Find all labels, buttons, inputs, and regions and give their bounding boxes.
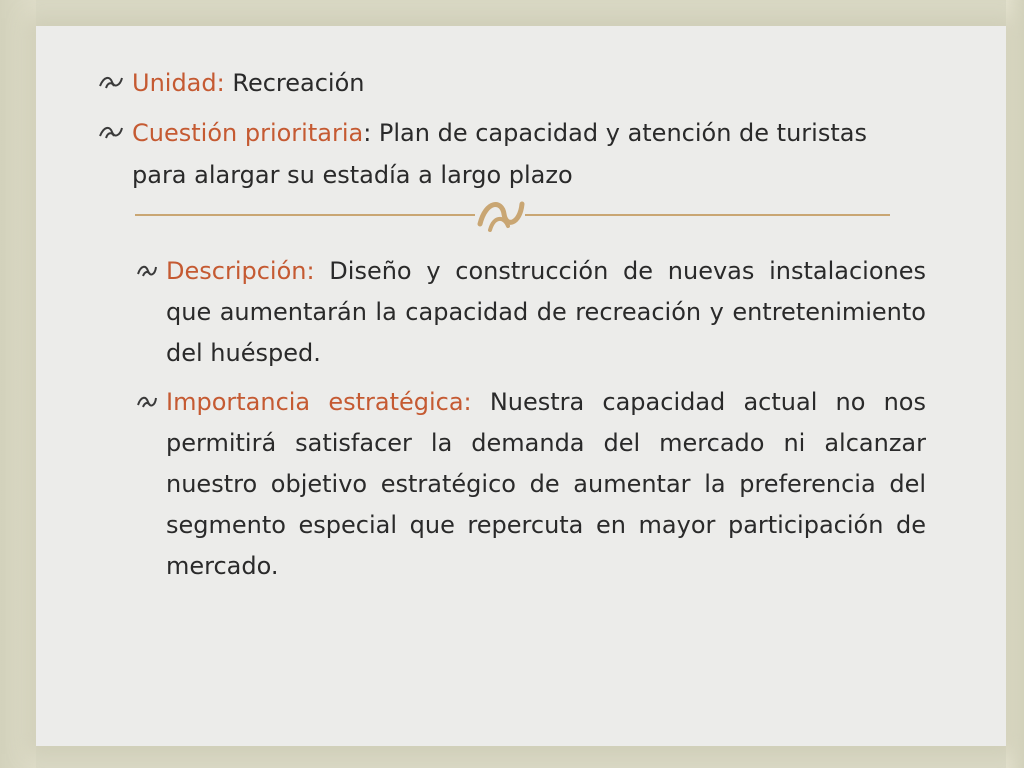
bullet-importancia (136, 382, 936, 587)
scroll-bullet-icon (98, 122, 124, 142)
scroll-bullet-icon (98, 72, 124, 92)
bullet-descripcion (136, 251, 936, 374)
scroll-bullet-icon (136, 393, 158, 411)
unidad-value: Recreación (224, 69, 365, 97)
bullet-unidad (98, 62, 898, 104)
right-border (1006, 0, 1024, 768)
importancia-label: Importancia estratégica: (166, 388, 472, 416)
cuestion-value: : Plan de capacidad y atención de turistas para alargar su estadía a largo plazo (132, 119, 867, 189)
bullet-cuestion (98, 112, 898, 196)
descripcion-label: Descripción: (166, 257, 315, 285)
descripcion-value: Diseño y construcción de nuevas instalaciones que aumentarán la capacidad de recreación y entretenimiento del huésped. (166, 257, 926, 367)
left-border (0, 0, 36, 768)
scroll-bullet-icon (136, 262, 158, 280)
unidad-label: Unidad: (132, 69, 225, 97)
divider-right (525, 214, 890, 216)
scroll-ornament-icon (476, 194, 526, 236)
cuestion-label: Cuestión prioritaria (132, 119, 364, 147)
importancia-value: Nuestra capacidad actual no nos permitirá satisfacer la demanda del mercado ni alcanzar nuestro objetivo estratégico de aumentar la preferencia del segmento especial que repercuta en mayor participación de mercado. (166, 388, 926, 580)
divider-left (135, 214, 475, 216)
